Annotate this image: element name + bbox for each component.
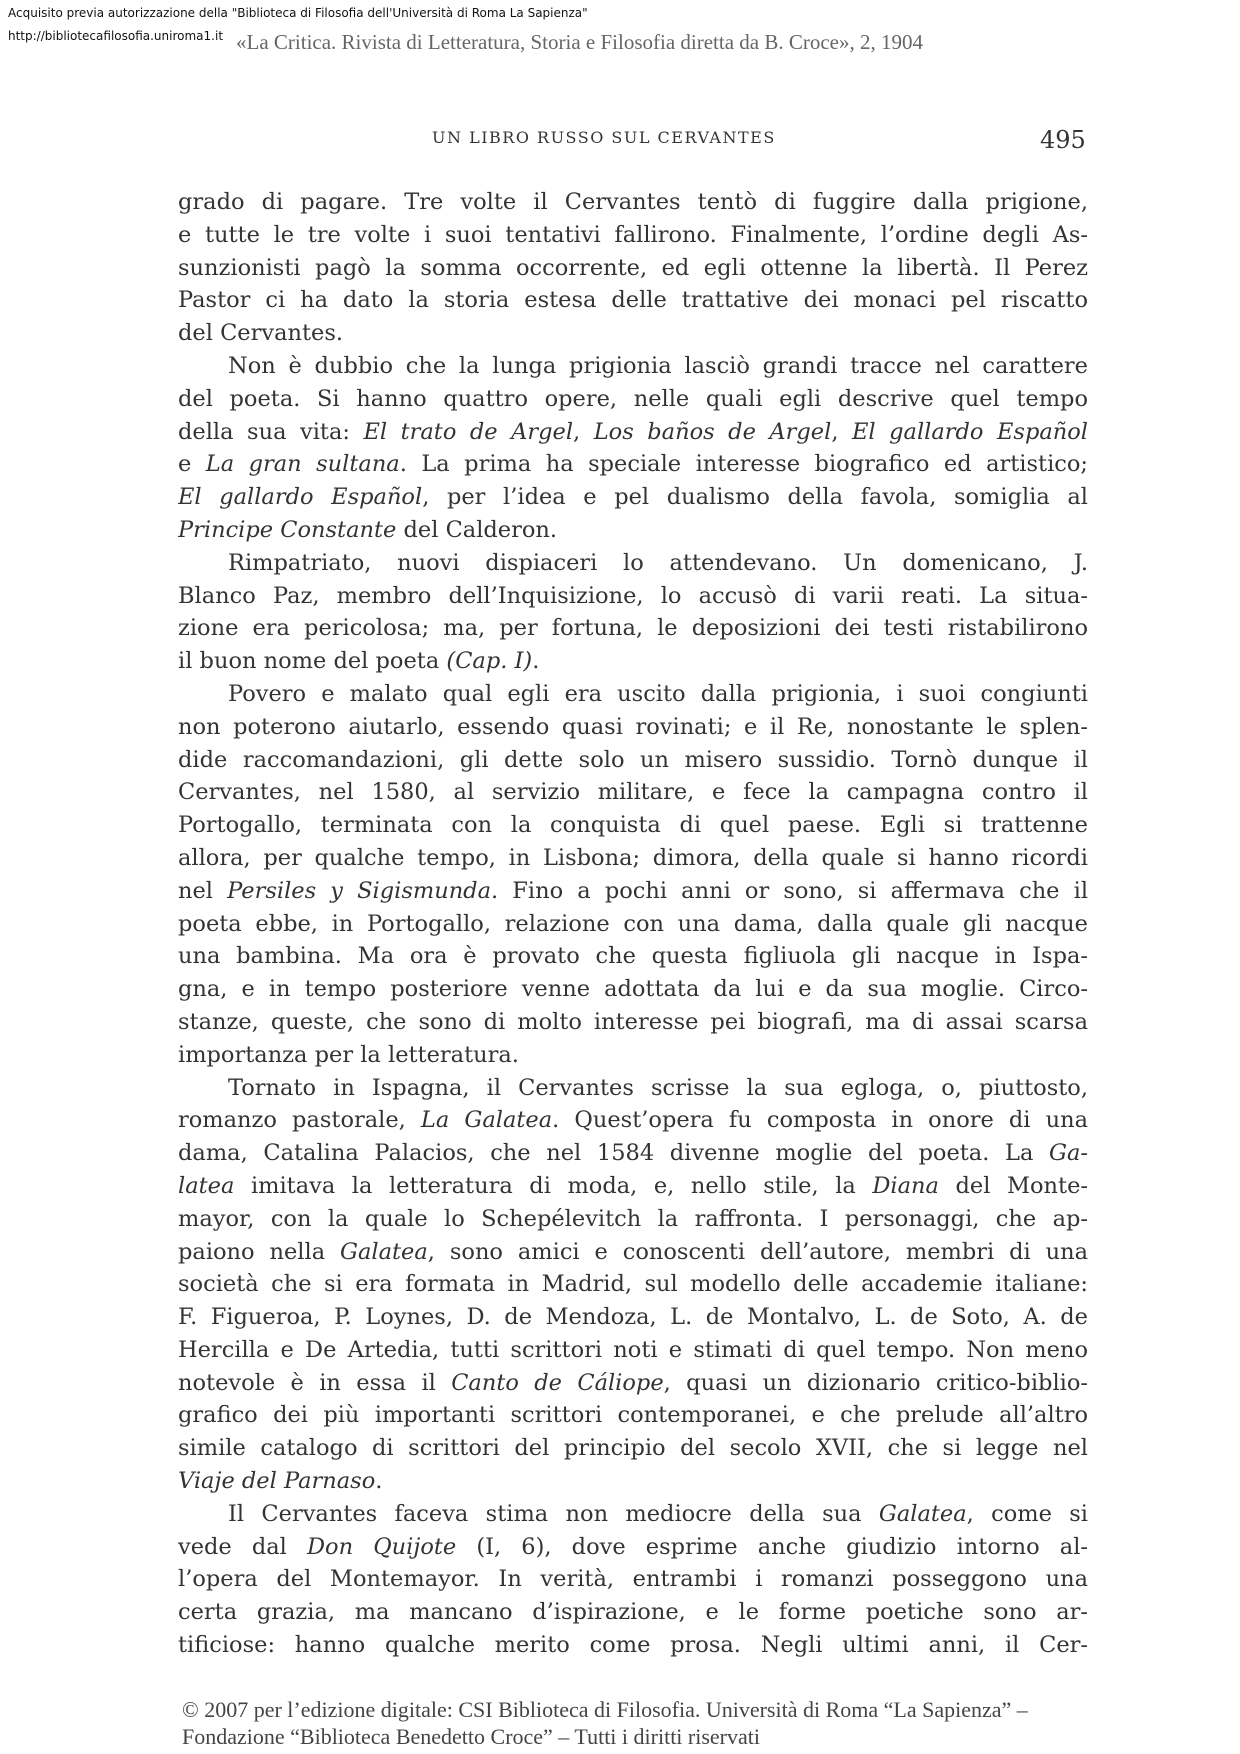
text-segment: zione era pericolosa; ma, per fortuna, le deposizioni dei testi ristabilirono <box>178 615 1088 642</box>
text-segment: del Calderon. <box>396 516 558 543</box>
text-segment: . <box>375 1468 383 1495</box>
text-segment: . La prima ha speciale interesse biografico ed artistico; <box>399 451 1088 478</box>
text-line <box>178 1629 1088 1662</box>
text-segment: , sono amici e conoscenti dell’autore, membri di una <box>427 1238 1088 1265</box>
text-segment: Portogallo, terminata con la conquista di quel paese. Egli si trattenne <box>178 812 1088 839</box>
text-segment: Blanco Paz, membro dell’Inquisizione, lo accusò di varii reati. La situa- <box>178 582 1088 609</box>
text-segment: grado di pagare. Tre volte il Cervantes tentò di fuggire dalla prigione, <box>178 189 1088 215</box>
text-line <box>178 1465 1088 1498</box>
text-line <box>178 711 1088 744</box>
text-segment: (I, 6), dove esprime anche giudizio intorno al- <box>456 1533 1088 1560</box>
text-segment: non poterono aiutarlo, essendo quasi rovinati; e il Re, nonostante le splen- <box>178 713 1088 740</box>
text-segment: Tornato in Ispagna, il Cervantes scrisse la sua egloga, o, piuttosto, <box>228 1074 1088 1101</box>
text-line <box>178 284 1088 317</box>
text-segment: F. Figueroa, P. Loynes, D. de Mendoza, L. de Montalvo, L. de Soto, A. de <box>178 1304 1088 1331</box>
text-segment: una bambina. Ma ora è provato che questa figliuola gli nacque in Ispa- <box>178 943 1088 970</box>
text-line <box>178 776 1088 809</box>
text-line <box>178 1104 1088 1137</box>
text-line <box>178 678 1088 711</box>
text-line <box>178 1006 1088 1039</box>
text-segment: poeta ebbe, in Portogallo, relazione con una dama, dalla quale gli nacque <box>178 910 1088 937</box>
text-segment: mayor, con la quale lo Schepélevitch la raffronta. I personaggi, che ap- <box>178 1205 1088 1232</box>
text-line <box>178 416 1088 449</box>
text-line <box>178 1072 1088 1105</box>
text-line <box>178 383 1088 416</box>
page-number: 495 <box>1040 126 1086 154</box>
text-line <box>178 448 1088 481</box>
text-segment: Hercilla e De Artedia, tutti scrittori noti e stimati di quel tempo. Non meno <box>178 1336 1088 1363</box>
italic-title: El gallardo Español <box>178 484 423 511</box>
text-line <box>178 908 1088 941</box>
italic-title: (Cap. I) <box>446 648 533 675</box>
text-line <box>178 547 1088 580</box>
text-segment: . <box>532 648 540 675</box>
italic-title: Ga- <box>1049 1140 1088 1167</box>
text-line <box>178 1137 1088 1170</box>
text-line <box>178 186 1088 219</box>
italic-title: Galatea <box>878 1500 967 1527</box>
italic-title: La gran sultana <box>205 451 400 478</box>
text-segment: certa grazia, ma mancano d’ispirazione, e le forme poetiche sono ar- <box>178 1599 1088 1626</box>
copyright-line-1: © 2007 per l’edizione digitale: CSI Biblioteca di Filosofia. Università di Roma “La Sapienza” – <box>182 1697 1028 1722</box>
text-segment: l’opera del Montemayor. In verità, entrambi i romanzi posseggono una <box>178 1566 1088 1593</box>
text-segment: romanzo pastorale, <box>178 1107 421 1134</box>
text-segment: e <box>178 451 206 478</box>
text-segment: , <box>831 418 852 445</box>
text-segment: dide raccomandazioni, gli dette solo un misero sussidio. Tornò dunque il <box>178 746 1088 773</box>
text-line <box>178 514 1088 547</box>
text-segment: imitava la letteratura di moda, e, nello stile, la <box>234 1172 873 1199</box>
text-line <box>178 1170 1088 1203</box>
text-segment: del Monte- <box>938 1172 1088 1199</box>
text-segment: il buon nome del poeta <box>178 648 447 675</box>
text-segment: Pastor ci ha dato la storia estesa delle trattative dei monaci pel riscatto <box>178 287 1088 314</box>
text-line <box>178 481 1088 514</box>
text-line <box>178 1596 1088 1629</box>
text-segment: paiono nella <box>178 1238 341 1265</box>
text-segment: importanza per la letteratura. <box>178 1041 519 1068</box>
italic-title: latea <box>178 1172 235 1199</box>
italic-title: Viaje del Parnaso <box>178 1468 376 1495</box>
journal-reference: «La Critica. Rivista di Letteratura, Storia e Filosofia diretta da B. Croce», 2, 1904 <box>236 30 923 54</box>
text-line <box>178 645 1088 678</box>
text-line <box>178 1039 1088 1072</box>
text-segment: stanze, queste, che sono di molto interesse pei biografi, ma di assai scarsa <box>178 1008 1088 1035</box>
text-segment: grafico dei più importanti scrittori contemporanei, e che prelude all’altro <box>178 1402 1088 1429</box>
text-segment: e tutte le tre volte i suoi tentativi fallirono. Finalmente, l’ordine degli As- <box>178 221 1088 248</box>
text-line <box>178 1301 1088 1334</box>
text-segment: del Cervantes. <box>178 320 344 347</box>
italic-title: Diana <box>872 1172 939 1199</box>
library-url: http://bibliotecafilosofia.uniroma1.it <box>8 29 224 43</box>
text-segment: , come si <box>966 1500 1088 1527</box>
text-segment: nel <box>178 877 228 904</box>
text-segment: Povero e malato qual egli era uscito dalla prigionia, i suoi congiunti <box>228 680 1088 707</box>
italic-title: Galatea <box>340 1238 428 1265</box>
text-line <box>178 1236 1088 1269</box>
text-line <box>178 219 1088 252</box>
acquisition-notice: Acquisito previa autorizzazione della "Biblioteca di Filosofia dell'Università di Roma La Sapienza" <box>8 6 588 20</box>
text-line <box>178 1531 1088 1564</box>
text-segment: dama, Catalina Palacios, che nel 1584 divenne moglie del poeta. La <box>178 1140 1049 1167</box>
text-line <box>178 1432 1088 1465</box>
text-segment: , quasi un dizionario critico-biblio- <box>663 1369 1088 1396</box>
text-line <box>178 1203 1088 1236</box>
italic-title: El gallardo Español <box>852 418 1088 445</box>
text-segment: , <box>573 418 594 445</box>
text-line <box>178 317 1088 350</box>
italic-title: El trato de Argel <box>363 418 574 445</box>
text-segment: , per l’idea e pel dualismo della favola, somiglia al <box>422 484 1088 511</box>
italic-title: Los baños de Argel <box>593 418 832 445</box>
text-line <box>178 1498 1088 1531</box>
text-segment: . Quest’opera fu composta in onore di una <box>552 1107 1088 1134</box>
running-head: UN LIBRO RUSSO SUL CERVANTES <box>432 128 776 147</box>
text-segment: Il Cervantes faceva stima non mediocre della sua <box>228 1500 879 1527</box>
text-segment: vede dal <box>178 1533 308 1560</box>
text-segment: . Fino a pochi anni or sono, si affermava che il <box>491 877 1088 904</box>
text-line <box>178 612 1088 645</box>
text-segment: della sua vita: <box>178 418 364 445</box>
text-segment: allora, per qualche tempo, in Lisbona; dimora, della quale si hanno ricordi <box>178 844 1088 871</box>
copyright-notice <box>182 1696 1028 1750</box>
text-segment: simile catalogo di scrittori del principio del secolo XVII, che si legge nel <box>178 1435 1088 1462</box>
text-segment: sunzionisti pagò la somma occorrente, ed egli ottenne la libertà. Il Perez <box>178 254 1088 281</box>
text-line <box>178 1367 1088 1400</box>
text-line <box>178 1563 1088 1596</box>
text-line <box>178 940 1088 973</box>
italic-title: Persiles y Sigismunda <box>227 877 492 904</box>
italic-title: Canto de Cáliope <box>451 1369 664 1396</box>
text-line <box>178 875 1088 908</box>
text-segment: Non è dubbio che la lunga prigionia lasciò grandi tracce nel carattere <box>228 352 1088 379</box>
text-line <box>178 350 1088 383</box>
text-line <box>178 252 1088 285</box>
text-line <box>178 1268 1088 1301</box>
text-segment: società che si era formata in Madrid, sul modello delle accademie italiane: <box>178 1271 1088 1298</box>
text-line <box>178 1399 1088 1432</box>
text-segment: gna, e in tempo posteriore venne adottata da lui e da sua moglie. Circo- <box>178 976 1088 1003</box>
italic-title: La Galatea <box>420 1107 553 1134</box>
text-line <box>178 1334 1088 1367</box>
body-text <box>178 186 1088 1662</box>
italic-title: Principe Constante <box>178 516 397 543</box>
text-segment: tificiose: hanno qualche merito come prosa. Negli ultimi anni, il Cer- <box>178 1632 1088 1659</box>
italic-title: Don Quijote <box>307 1533 457 1560</box>
text-line <box>178 973 1088 1006</box>
text-segment: Rimpatriato, nuovi dispiaceri lo attendevano. Un domenicano, J. <box>228 549 1088 576</box>
text-line <box>178 580 1088 613</box>
copyright-line-2: Fondazione “Biblioteca Benedetto Croce” – Tutti i diritti riservati <box>182 1724 760 1749</box>
text-segment: Cervantes, nel 1580, al servizio militare, e fece la campagna contro il <box>178 779 1088 806</box>
text-line <box>178 842 1088 875</box>
text-segment: del poeta. Si hanno quattro opere, nelle quali egli descrive quel tempo <box>178 385 1088 412</box>
text-line <box>178 744 1088 777</box>
text-segment: notevole è in essa il <box>178 1369 452 1396</box>
text-line <box>178 809 1088 842</box>
